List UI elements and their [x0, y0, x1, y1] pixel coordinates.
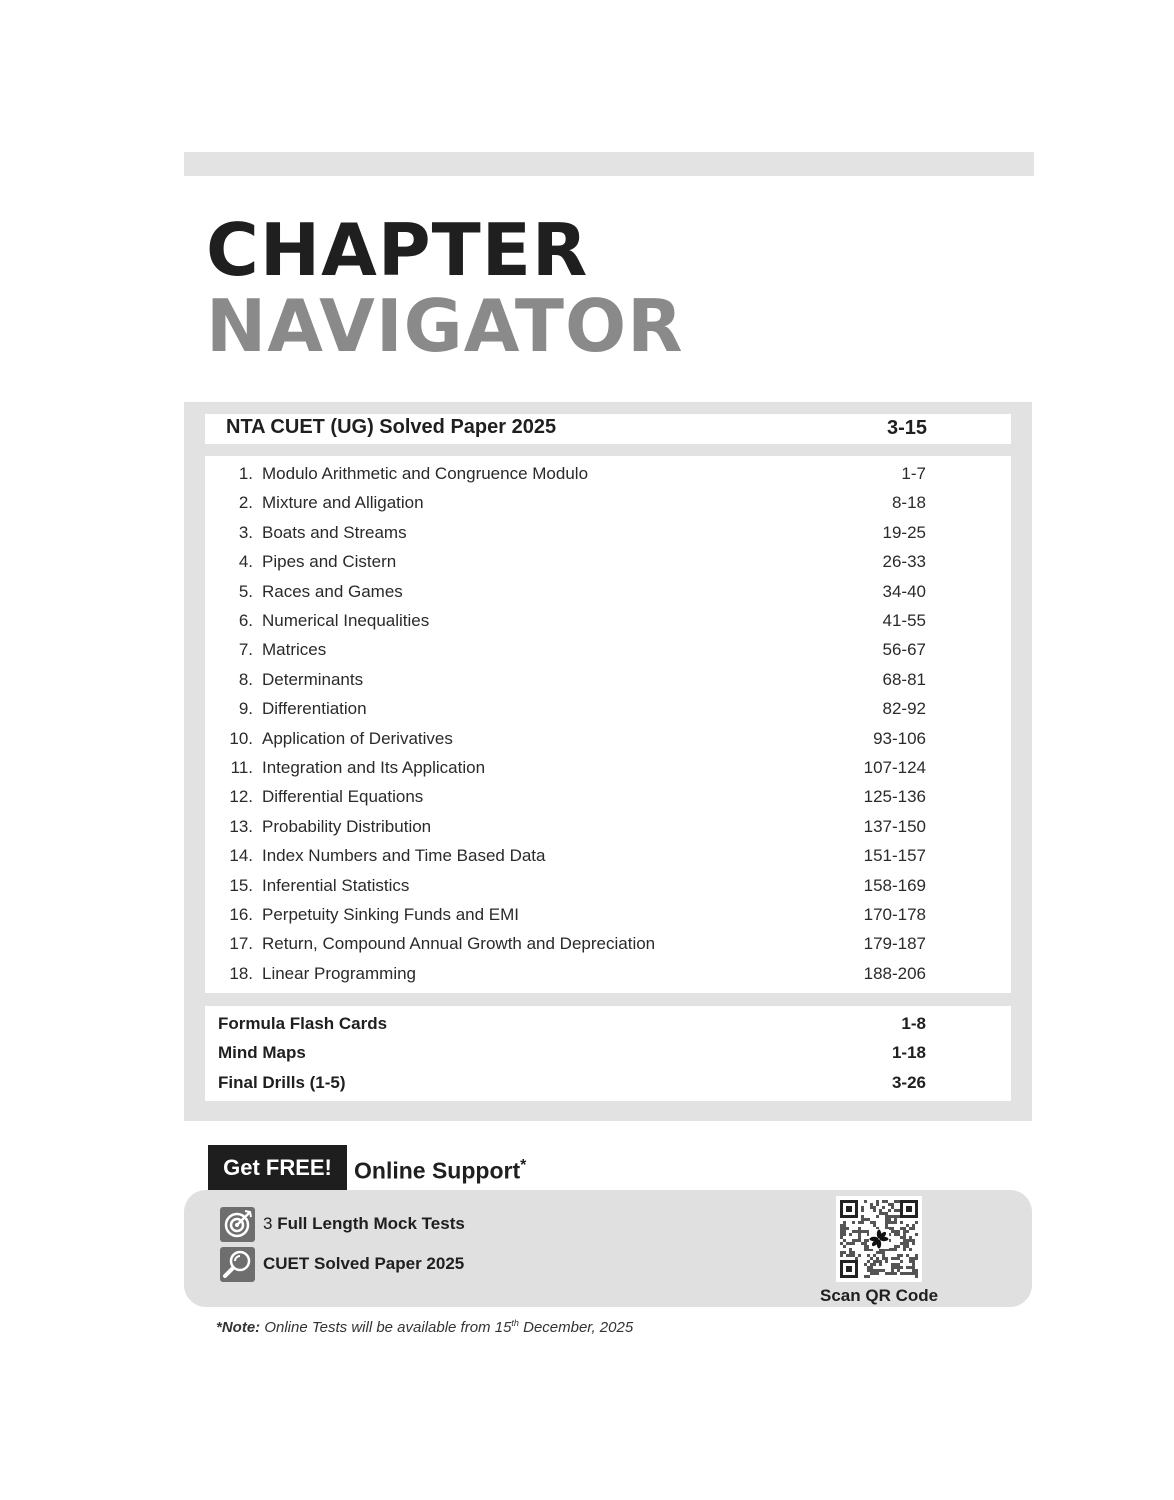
- chapter-row[interactable]: [205, 640, 1011, 669]
- chapter-row[interactable]: [205, 493, 1011, 522]
- chapter-pages: 188-206: [863, 963, 926, 983]
- chapter-title: Modulo Arithmetic and Congruence Modulo: [262, 464, 589, 483]
- chapter-row[interactable]: [205, 552, 1011, 581]
- chapter-pages: 1-7: [901, 464, 926, 483]
- chapter-row[interactable]: [205, 670, 1011, 699]
- chapter-pages: 107-124: [863, 758, 926, 777]
- chapter-title: Differentiation: [262, 699, 367, 719]
- chapter-number: 18.: [229, 963, 253, 983]
- chapter-row[interactable]: [205, 787, 1011, 816]
- chapter-row[interactable]: [205, 699, 1011, 728]
- chapter-pages: 8-18: [891, 493, 926, 513]
- extra-title: Final Drills (1-5): [218, 1072, 346, 1092]
- table-of-contents: [184, 402, 1032, 1121]
- title-chapter: CHAPTER: [206, 208, 589, 292]
- chapter-title: Inferential Statistics: [262, 875, 410, 895]
- chapter-list: [205, 456, 1011, 993]
- mock-tests-feature[interactable]: 3 Full Length Mock Tests: [263, 1214, 465, 1233]
- chapter-number: 12.: [229, 787, 253, 807]
- solved-paper-label: NTA CUET (UG) Solved Paper 2025: [226, 416, 557, 438]
- header-band: [184, 152, 1034, 176]
- chapter-number: 10.: [229, 728, 253, 748]
- chapter-number: 15.: [229, 875, 253, 895]
- asterisk: *: [520, 1157, 527, 1174]
- chapter-number: 1.: [238, 464, 253, 483]
- chapter-row[interactable]: [205, 729, 1011, 758]
- chapter-pages: 125-136: [863, 787, 926, 807]
- chapter-pages: 34-40: [882, 581, 926, 601]
- chapter-pages: 137-150: [863, 816, 926, 836]
- chapter-pages: 68-81: [882, 669, 926, 689]
- chapter-row[interactable]: [205, 758, 1011, 787]
- chapter-title: Return, Compound Annual Growth and Depreciation: [262, 934, 656, 954]
- chapter-row[interactable]: [205, 846, 1011, 875]
- chapter-title: Determinants: [262, 669, 364, 689]
- qr-caption: Scan QR Code: [820, 1286, 939, 1305]
- chapter-number: 5.: [238, 581, 253, 601]
- chapter-row[interactable]: [205, 876, 1011, 905]
- chapter-number: 3.: [238, 522, 253, 542]
- extra-title: Formula Flash Cards: [218, 1014, 388, 1033]
- chapter-number: 9.: [238, 699, 253, 719]
- online-support-title: Online Support*: [354, 1157, 527, 1184]
- chapter-number: 8.: [238, 669, 253, 689]
- chapter-number: 4.: [238, 552, 253, 572]
- chapter-pages: 26-33: [882, 552, 926, 572]
- extra-pages: 3-26: [891, 1072, 926, 1092]
- chapter-row[interactable]: [205, 523, 1011, 552]
- chapter-title: Mixture and Alligation: [262, 493, 424, 513]
- chapter-pages: 170-178: [863, 905, 926, 924]
- extra-title: Mind Maps: [218, 1043, 306, 1063]
- chapter-title: Pipes and Cistern: [262, 552, 397, 572]
- chapter-number: 13.: [229, 816, 253, 836]
- extra-row[interactable]: [205, 1014, 1011, 1043]
- chapter-pages: 82-92: [882, 699, 926, 719]
- chapter-number: 7.: [238, 640, 253, 660]
- magnifier-icon: [220, 1247, 255, 1282]
- chapter-title: Matrices: [262, 640, 327, 660]
- chapter-pages: 93-106: [873, 728, 926, 748]
- extra-pages: 1-8: [901, 1014, 926, 1033]
- chapter-title: Boats and Streams: [262, 522, 407, 542]
- chapter-number: 17.: [229, 934, 253, 954]
- target-icon: [220, 1207, 255, 1242]
- chapter-pages: 19-25: [882, 522, 926, 542]
- extra-row[interactable]: [205, 1073, 1011, 1102]
- chapter-title: Application of Derivatives: [262, 728, 453, 748]
- extra-row[interactable]: [205, 1043, 1011, 1072]
- chapter-row[interactable]: [205, 464, 1011, 493]
- qr-code[interactable]: [836, 1196, 922, 1282]
- chapter-pages: 56-67: [882, 640, 926, 660]
- solved-paper-pages: 3-15: [886, 417, 927, 439]
- chapter-title: Probability Distribution: [262, 816, 432, 836]
- chapter-pages: 151-157: [863, 846, 926, 866]
- chapter-pages: 179-187: [863, 934, 926, 954]
- chapter-row[interactable]: [205, 905, 1011, 934]
- chapter-row[interactable]: [205, 817, 1011, 846]
- chapter-row[interactable]: [205, 582, 1011, 611]
- chapter-title: Linear Programming: [262, 963, 417, 983]
- chapter-pages: 41-55: [882, 611, 926, 630]
- extras-list: [205, 1006, 1011, 1101]
- get-free-badge: Get FREE!: [208, 1145, 347, 1190]
- chapter-number: 16.: [229, 905, 253, 924]
- online-support-panel: [184, 1190, 1032, 1307]
- chapter-number: 6.: [238, 611, 253, 630]
- chapter-title: Index Numbers and Time Based Data: [262, 846, 546, 866]
- chapter-number: 2.: [238, 493, 253, 513]
- chapter-title: Numerical Inequalities: [262, 611, 430, 630]
- solved-paper-feature[interactable]: CUET Solved Paper 2025: [263, 1254, 465, 1273]
- title-navigator: NAVIGATOR: [206, 284, 684, 368]
- chapter-title: Perpetuity Sinking Funds and EMI: [262, 905, 520, 924]
- chapter-row[interactable]: [205, 964, 1011, 993]
- solved-paper-row[interactable]: [205, 414, 1011, 444]
- chapter-number: 11.: [230, 758, 253, 777]
- chapter-number: 14.: [229, 846, 253, 866]
- note: *Note: Online Tests will be available from 15th December, 2025: [216, 1318, 634, 1336]
- chapter-title: Differential Equations: [262, 787, 424, 807]
- chapter-row[interactable]: [205, 611, 1011, 640]
- chapter-pages: 158-169: [863, 875, 926, 895]
- chapter-row[interactable]: [205, 934, 1011, 963]
- chapter-title: Integration and Its Application: [262, 758, 486, 777]
- extra-pages: 1-18: [891, 1043, 926, 1063]
- chapter-title: Races and Games: [262, 581, 403, 601]
